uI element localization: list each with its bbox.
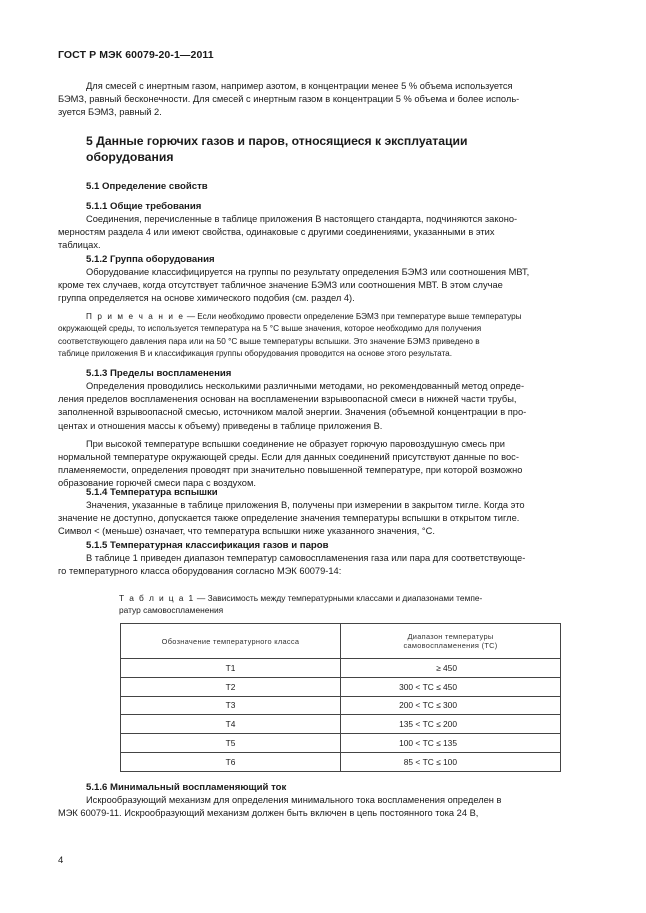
cell-class: Т4	[121, 715, 341, 734]
subsection-5-1-2	[58, 253, 592, 306]
subsection-title: 5.1.6 Минимальный воспламеняющий ток	[86, 782, 287, 793]
text-line: нормальной температуре окружающей среды. Если для данных соединений присутствуют данные по вос-	[58, 452, 519, 463]
text-line: Оборудование классифицируется на группы по результату определения БЭМЗ или соотношения МВТ,	[86, 267, 530, 277]
text-line: пламеняемости, определения проводят при значительно повышенной температуре, при которой возможно	[58, 465, 523, 476]
table-caption-line: ратур самовоспламенения	[119, 605, 224, 615]
text-line: ления пределов воспламенения основан на воспламенении взрывоопасной смеси в нижней части трубы,	[58, 394, 517, 405]
page-number: 4	[58, 855, 64, 866]
intro-paragraph	[58, 80, 592, 120]
table-row	[121, 677, 561, 696]
note-text: — Если необходимо провести определение БЭМЗ при температуре выше температуры	[184, 312, 522, 321]
col-header-class: Обозначение температурного класса	[121, 624, 341, 659]
note-block	[58, 311, 592, 361]
table-row	[121, 715, 561, 734]
subsection-title: 5.1.2 Группа оборудования	[86, 254, 215, 265]
subsection-5-1-1	[58, 200, 592, 253]
cell-class: Т5	[121, 734, 341, 753]
cell-class: Т2	[121, 677, 341, 696]
col-header-range-line: самовоспламенения (ТС)	[403, 641, 498, 650]
cell-range: 100 < ТС ≤ 135	[341, 734, 561, 753]
table-row	[121, 752, 561, 771]
subsection-title: 5.1 Определение свойств	[86, 181, 208, 192]
text-line: Соединения, перечисленные в таблице приложения В настоящего стандарта, подчиняются законо-	[86, 214, 518, 224]
text-line: зуется БЭМЗ, равный 2.	[58, 107, 162, 118]
text-line: мерностям раздела 4 или имеют свойства, одинаковые с другими соединениями, указанными в этих	[58, 227, 495, 238]
table-header-row	[121, 624, 561, 659]
cell-range: 200 < ТС ≤ 300	[341, 696, 561, 715]
table-caption-label: Т а б л и ц а 1	[119, 593, 195, 603]
section-heading	[86, 133, 592, 165]
cell-range: 300 < ТС ≤ 450	[341, 677, 561, 696]
subsection-5-1-4	[58, 486, 592, 539]
subsection-5-1-3	[58, 367, 592, 491]
table-row	[121, 734, 561, 753]
document-header: ГОСТ Р МЭК 60079-20-1—2011	[58, 49, 214, 61]
text-line: При высокой температуре вспышки соединение не образует горючую паровоздушную смесь при	[86, 438, 505, 449]
text-line: кроме тех случаев, когда отсутствует табличное значение БЭМЗ или соотношения МВТ. В этом случае	[58, 280, 503, 291]
subsection-title: 5.1.5 Температурная классификация газов и паров	[86, 540, 329, 551]
text-line: Искрообразующий механизм для определения минимального тока воспламенения определен в	[86, 795, 502, 805]
cell-class: Т3	[121, 696, 341, 715]
text-line: Для смесей с инертным газом, например азотом, в концентрации менее 5 % объема используется	[86, 81, 513, 91]
cell-range: 85 < ТС ≤ 100	[341, 752, 561, 771]
table-caption-line	[119, 592, 539, 604]
subsection-heading	[86, 180, 592, 193]
note-line: окружающей среды, то используется температура на 5 °С выше значения, которое необходимо для получения	[58, 324, 482, 334]
text-line: образование горючей смеси пара с воздухом.	[58, 478, 256, 489]
note-line	[86, 311, 592, 323]
note-line: таблице приложения В и классификация группы оборудования проводится на основе этого результата.	[58, 349, 452, 359]
table-row	[121, 696, 561, 715]
subsection-title: 5.1.1 Общие требования	[86, 201, 202, 212]
text-line: Символ < (меньше) означает, что температура вспышки ниже указанного значения, °С.	[58, 526, 435, 537]
text-line: группа определяется на основе химического подобия (см. раздел 4).	[58, 293, 355, 304]
text-line: го температурного класса оборудования согласно МЭК 60079-14:	[58, 566, 342, 577]
text-line: значение не доступно, допускается также определение значения температуры вспышки в открытом тигле.	[58, 513, 520, 524]
text-line: таблицах.	[58, 240, 101, 251]
subsection-title: 5.1.4 Температура вспышки	[86, 487, 218, 498]
note-line: соответствующего давления пара или на 50 °С выше температуры вспышки. Это значение БЭМЗ приведено в	[58, 336, 480, 346]
section-title-line: оборудования	[86, 150, 174, 164]
text-line: заполненной взрывоопасной смесью, источником малой энергии. Значения (объемной концентрации в про-	[58, 407, 527, 418]
cell-range: ≥ 450	[341, 659, 561, 678]
table-caption-text: — Зависимость между температурными классами и диапазонами темпе-	[194, 593, 483, 603]
text-line: БЭМЗ, равный бесконечности. Для смесей с инертным газом в концентрации 5 % объема и более исполь-	[58, 94, 520, 105]
subsection-5-1-6	[58, 781, 592, 820]
text-line: Определения проводились несколькими различными методами, но рекомендованный метод опреде-	[86, 381, 525, 391]
cell-class: Т6	[121, 752, 341, 771]
note-label: П р и м е ч а н и е	[86, 312, 185, 321]
text-line: Значения, указанные в таблице приложения В, получены при измерении в закрытом тигле. Когда это	[86, 500, 525, 510]
temperature-class-table	[120, 623, 561, 772]
cell-range: 135 < ТС ≤ 200	[341, 715, 561, 734]
subsection-5-1-5	[58, 539, 592, 578]
cell-class: Т1	[121, 659, 341, 678]
col-header-range-line: Диапазон температуры	[407, 632, 494, 641]
text-line: В таблице 1 приведен диапазон температур самовоспламенения газа или пара для соответствующе-	[86, 553, 526, 563]
section-title-line: 5 Данные горючих газов и паров, относящиеся к эксплуатации	[86, 134, 468, 148]
table-row	[121, 659, 561, 678]
text-line: центах и отношения массы к объему) приведены в таблице приложения В.	[58, 420, 383, 431]
table-caption	[119, 592, 539, 616]
text-line: МЭК 60079-11. Искрообразующий механизм должен быть включен в цепь постоянного тока 24 В,	[58, 808, 479, 819]
col-header-range	[341, 624, 561, 659]
subsection-title: 5.1.3 Пределы воспламенения	[86, 368, 232, 379]
